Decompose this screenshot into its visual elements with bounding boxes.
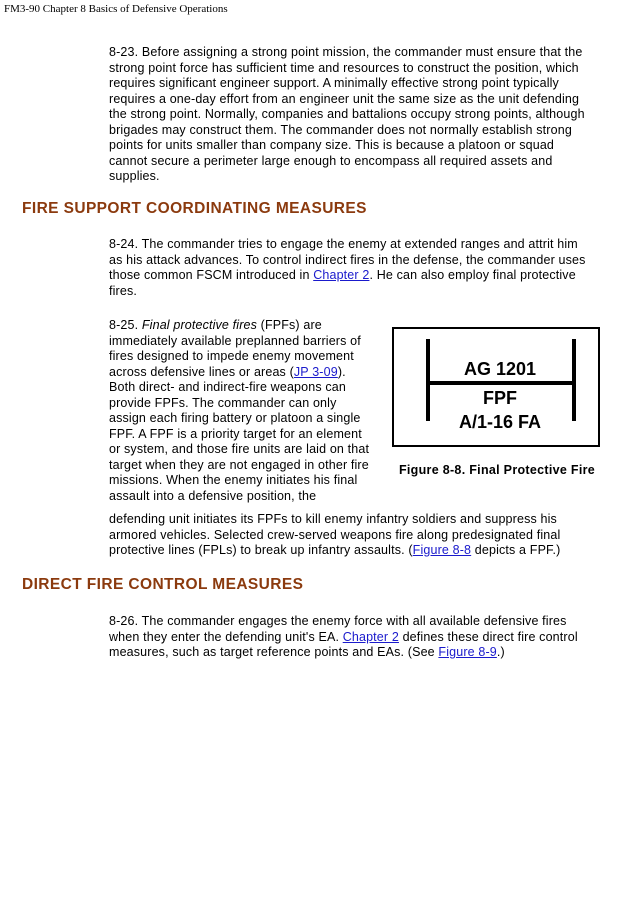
paragraph-8-23: 8-23. Before assigning a strong point mission, the commander must ensure that the strong point force has sufficient time and resources to construct the position, which requires significant engineer support. A minimally effective strong point typically requires a one-day effort from an engineer unit the same size as the unit defending the strong point. Normally, companies and battalions occupy strong points, although brigades may construct them. The commander does not normally establish strong points for units smaller than company size. This is because a platoon or squad cannot secure a perimeter large enough to encompass all required assets and supplies. bbox=[109, 45, 585, 183]
figure-8-8-fpf-symbol bbox=[392, 327, 600, 447]
heading-direct-fire-control-measures: DIRECT FIRE CONTROL MEASURES bbox=[22, 576, 304, 593]
paragraph-8-25-text-b: ). Both direct- and indirect-fire weapons can provide FPFs. The commander can only assign each firing battery or platoon a single FPF. A FPF is a priority target for an element or system, and those fire units are laid on that target when they are not engaged in other fire missions. When the enemy initiates his final assault into a defensive position, the bbox=[109, 364, 370, 503]
paragraph-8-25-text-c: defending unit initiates its FPFs to kill enemy infantry soldiers and suppress his armored vehicles. Selected crew-served weapons fire along predesignated final protective lines (FPLs) to break up infantry assaults. ( bbox=[109, 512, 561, 557]
paragraph-8-25-text-a: (FPFs) are immediately available preplanned barriers of fires designed to impede enemy movement across defensive lines or areas ( bbox=[109, 318, 361, 379]
fpf-label: FPF bbox=[483, 388, 517, 408]
figure-8-9-link[interactable]: Figure 8-9 bbox=[438, 645, 497, 659]
paragraph-8-26-text-b: defines these direct fire control measures, such as target reference points and EAs. (See bbox=[109, 629, 578, 659]
heading-fire-support-coordinating-measures: FIRE SUPPORT COORDINATING MEASURES bbox=[22, 200, 367, 217]
paragraph-8-26-text-a: 8-26. The commander engages the enemy force with all available defensive fires when they enter the defending unit's EA. bbox=[109, 614, 567, 644]
paragraph-8-25-continued bbox=[109, 512, 604, 559]
term-final-protective-fires: Final protective fires bbox=[141, 318, 258, 332]
chapter-2-link[interactable]: Chapter 2 bbox=[313, 268, 370, 282]
running-head: FM3-90 Chapter 8 Basics of Defensive Operations bbox=[4, 3, 228, 15]
fpf-symbol-graphic bbox=[394, 329, 598, 445]
paragraph-8-26 bbox=[109, 614, 593, 661]
fpf-unit: A/1-16 FA bbox=[458, 412, 542, 432]
paragraph-8-25-text-d: depicts a FPF.) bbox=[471, 543, 561, 557]
chapter-2-link-2[interactable]: Chapter 2 bbox=[342, 629, 399, 644]
jp-3-09-link[interactable]: JP 3-09 bbox=[293, 364, 338, 379]
paragraph-8-24-tail: . He can also employ final protective fires. bbox=[109, 268, 576, 298]
figure-8-8-caption: Figure 8-8. Final Protective Fire bbox=[398, 463, 596, 477]
paragraph-8-24-text: 8-24. The commander tries to engage the enemy at extended ranges and attrit him as his attack advances. To control indirect fires in the defense, the commander uses those common FSCM introduced in bbox=[109, 237, 586, 282]
paragraph-8-25-number: 8-25. bbox=[109, 318, 142, 332]
paragraph-8-24 bbox=[109, 237, 591, 299]
figure-8-8-link[interactable]: Figure 8-8 bbox=[412, 543, 472, 557]
paragraph-8-26-text-c: .) bbox=[496, 645, 505, 659]
paragraph-8-25 bbox=[109, 318, 371, 504]
fpf-target-number: AG 1201 bbox=[463, 359, 537, 379]
